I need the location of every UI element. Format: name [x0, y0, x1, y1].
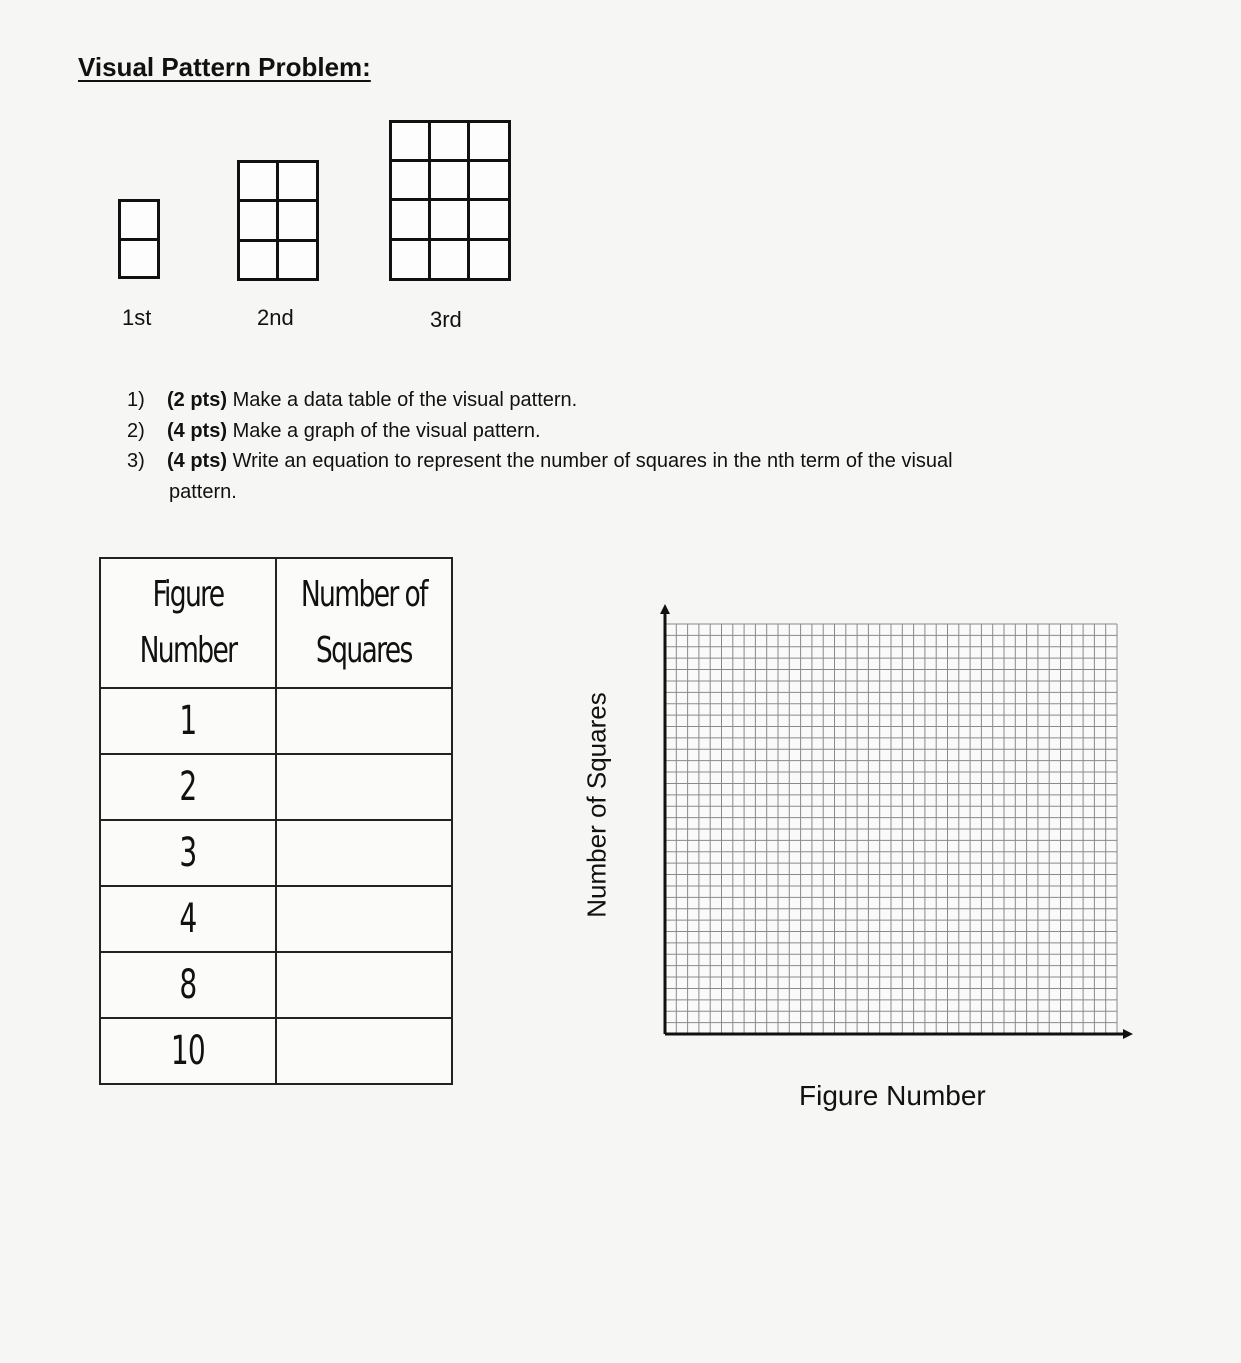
- table-row: [100, 820, 452, 886]
- header-figure-number: Figure Number: [100, 558, 276, 688]
- square: [118, 199, 160, 241]
- header-line: Squares: [316, 630, 412, 671]
- square: [428, 120, 470, 162]
- figure-3: [389, 120, 511, 281]
- x-axis-label: Figure Number: [799, 1080, 986, 1111]
- squares-answer-cell[interactable]: [276, 688, 452, 754]
- figure-number-cell: 4: [100, 886, 276, 952]
- question-1: [127, 389, 577, 412]
- figure-label-2: 2nd: [257, 305, 294, 330]
- question-text: Write an equation to represent the number of squares in the nth term of the visual: [232, 450, 953, 472]
- square: [389, 120, 431, 162]
- square: [428, 198, 470, 241]
- square: [389, 198, 431, 241]
- page-title: Visual Pattern Problem:: [78, 52, 371, 82]
- question-number: 1): [127, 389, 145, 411]
- squares-answer-cell[interactable]: [276, 886, 452, 952]
- question-points: (4 pts): [167, 450, 227, 472]
- figure-2: [237, 160, 319, 281]
- question-text: Make a graph of the visual pattern.: [232, 420, 541, 442]
- table-row: [100, 886, 452, 952]
- question-3-continuation: pattern.: [169, 481, 237, 503]
- header-line: Number of: [301, 574, 427, 616]
- question-number: 2): [127, 420, 145, 442]
- header-number-of-squares: [276, 558, 452, 688]
- square: [467, 238, 511, 281]
- square: [389, 238, 431, 281]
- figure-label-3: 3rd: [430, 307, 462, 332]
- y-axis-label: Number of Squares: [581, 692, 612, 918]
- square: [467, 120, 511, 162]
- square: [118, 238, 160, 279]
- figure-number-cell: 10: [100, 1018, 276, 1084]
- figure-number-cell: 8: [100, 952, 276, 1018]
- figure-number-cell: 1: [100, 688, 276, 754]
- square: [428, 159, 470, 201]
- question-points: (4 pts): [167, 420, 227, 442]
- table-row: [100, 688, 452, 754]
- squares-answer-cell[interactable]: [276, 952, 452, 1018]
- table-row: [100, 754, 452, 820]
- square: [237, 160, 279, 202]
- figure-label-1: 1st: [122, 305, 152, 330]
- figure-1: [118, 199, 160, 279]
- squares-answer-cell[interactable]: [276, 754, 452, 820]
- square: [276, 199, 319, 242]
- question-3: [127, 450, 953, 473]
- figure-number-cell: 3: [100, 820, 276, 886]
- square: [389, 159, 431, 201]
- squares-answer-cell[interactable]: [276, 1018, 452, 1084]
- table-header-row: [100, 558, 452, 688]
- square: [237, 199, 279, 242]
- graph[interactable]: [640, 595, 1145, 1045]
- data-table: [99, 557, 453, 1085]
- square: [237, 239, 279, 281]
- square: [467, 159, 511, 201]
- figure-number-cell: 2: [100, 754, 276, 820]
- grid-lines: [665, 624, 1117, 1034]
- question-2: [127, 420, 541, 443]
- squares-answer-cell[interactable]: [276, 820, 452, 886]
- square: [428, 238, 470, 281]
- question-text: Make a data table of the visual pattern.: [232, 389, 578, 411]
- square: [276, 160, 319, 202]
- question-number: 3): [127, 450, 145, 472]
- square: [467, 198, 511, 241]
- question-points: (2 pts): [167, 389, 227, 411]
- table-row: [100, 1018, 452, 1084]
- table-row: [100, 952, 452, 1018]
- square: [276, 239, 319, 281]
